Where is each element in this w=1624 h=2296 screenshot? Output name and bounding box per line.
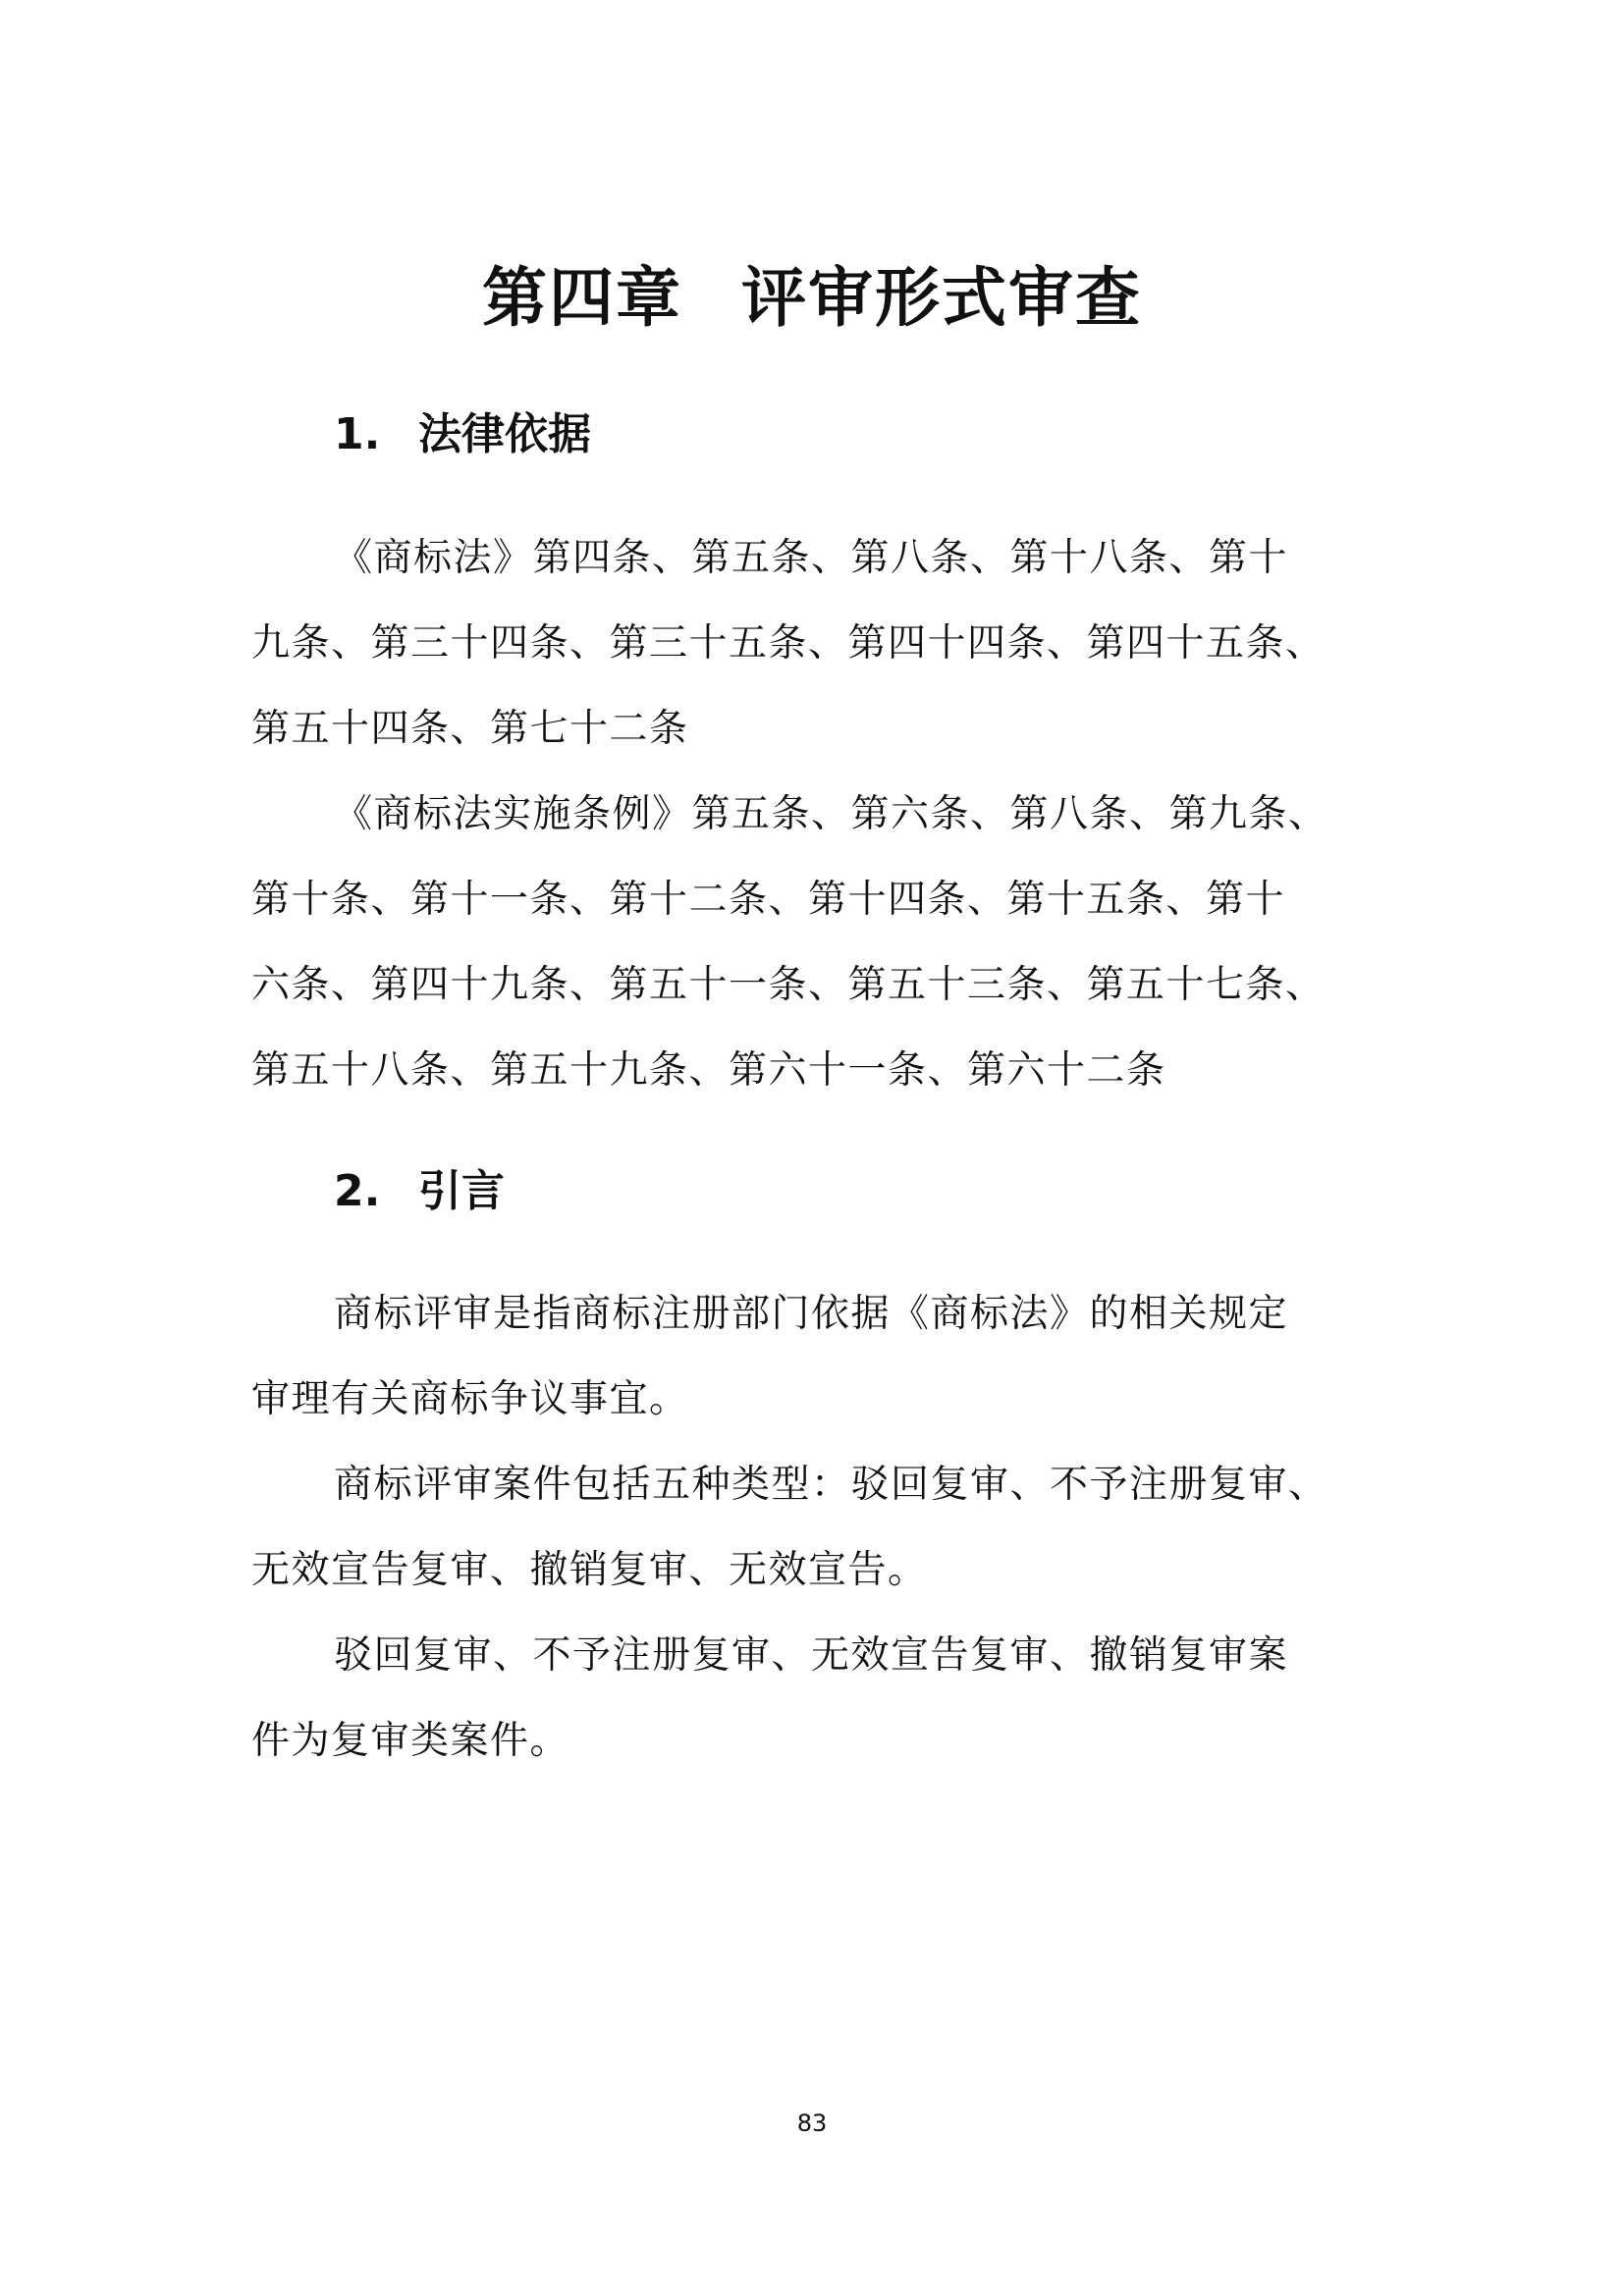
paragraph-line: 驳回复审、不予注册复审、无效宣告复审、撤销复审案 <box>334 1633 1289 1678</box>
paragraph-line: 九条、第三十四条、第三十五条、第四十四条、第四十五条、 <box>251 621 1326 666</box>
section-number: 1. <box>334 409 381 459</box>
paragraph-line: 六条、第四十九条、第五十一条、第五十三条、第五十七条、 <box>251 963 1326 1007</box>
section-heading-introduction <box>334 1162 505 1221</box>
paragraph-line: 商标评审是指商标注册部门依据《商标法》的相关规定 <box>334 1292 1289 1336</box>
paragraph-line: 《商标法实施条例》第五条、第六条、第八条、第九条、 <box>334 792 1328 836</box>
paragraph-line: 第五十四条、第七十二条 <box>251 707 689 751</box>
paragraph-line: 第十条、第十一条、第十二条、第十四条、第十五条、第十 <box>251 878 1286 922</box>
page-number: 83 <box>796 2109 828 2137</box>
paragraph-line: 商标评审案件包括五种类型：驳回复审、不予注册复审、 <box>334 1463 1328 1507</box>
section-title: 法律依据 <box>418 409 591 459</box>
paragraph-line: 件为复审类案件。 <box>251 1719 570 1763</box>
section-heading-legal-basis <box>334 405 591 464</box>
paragraph-line: 《商标法》第四条、第五条、第八条、第十八条、第十 <box>334 536 1289 580</box>
paragraph-line: 审理有关商标争议事宜。 <box>251 1377 689 1421</box>
chapter-name: 评审形式审查 <box>741 259 1142 336</box>
paragraph-line: 第五十八条、第五十九条、第六十一条、第六十二条 <box>251 1048 1166 1093</box>
section-number: 2. <box>334 1166 381 1216</box>
chapter-number: 第四章 <box>482 259 682 336</box>
section-title: 引言 <box>418 1166 505 1216</box>
paragraph-line: 无效宣告复审、撤销复审、无效宣告。 <box>251 1548 928 1592</box>
chapter-title <box>0 253 1624 342</box>
